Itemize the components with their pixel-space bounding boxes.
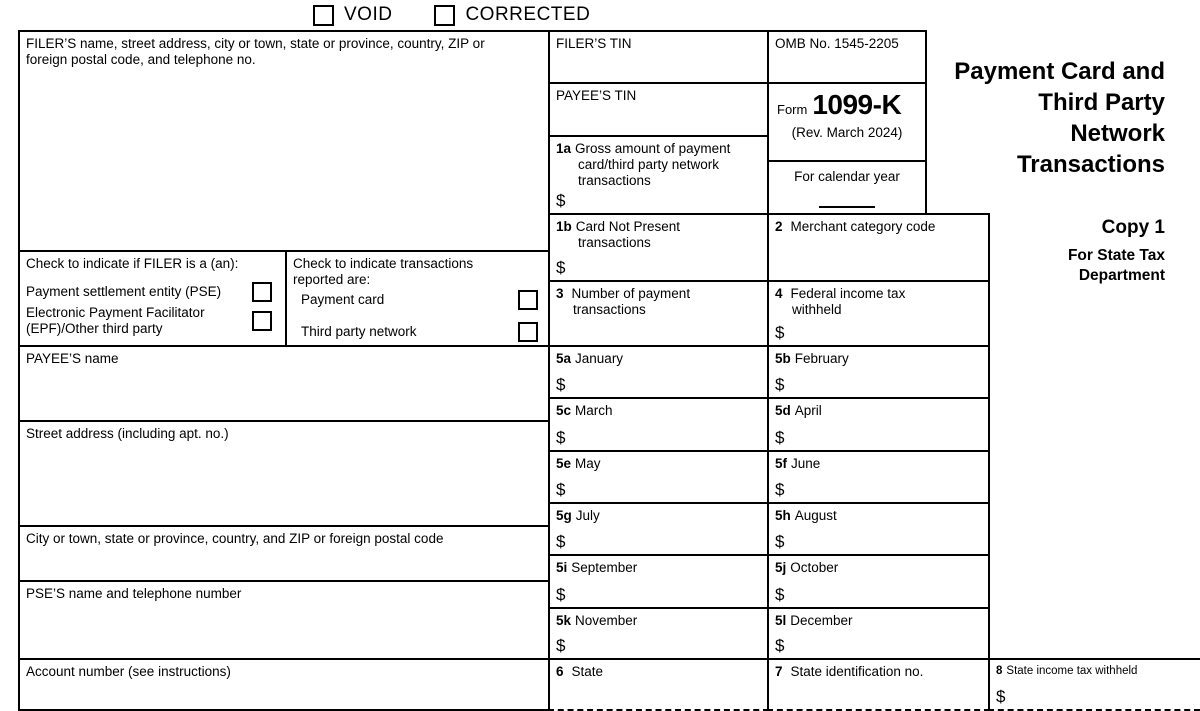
box-5b-february-field[interactable] bbox=[767, 345, 990, 399]
box-8-state-tax-withheld-field[interactable] bbox=[988, 658, 1200, 711]
dollar-sign: $ bbox=[556, 375, 566, 394]
box-label: 5c March bbox=[556, 403, 613, 418]
pse-checkbox[interactable] bbox=[252, 282, 272, 302]
box-7-state-id-field[interactable] bbox=[767, 658, 990, 711]
omb-number-label: OMB No. 1545-2205 bbox=[775, 36, 899, 51]
dollar-sign: $ bbox=[775, 532, 785, 551]
form-number-box bbox=[767, 82, 927, 162]
box-label: 1b Card Not Present transactions bbox=[556, 219, 681, 250]
box-label: 8 State income tax withheld bbox=[996, 665, 1138, 677]
dollar-sign: $ bbox=[775, 636, 785, 655]
box-5f-june-field[interactable] bbox=[767, 450, 990, 504]
dollar-sign: $ bbox=[556, 532, 566, 551]
street-address-label: Street address (including apt. no.) bbox=[26, 426, 229, 441]
street-address-field[interactable] bbox=[18, 420, 550, 527]
form-word: Form bbox=[777, 102, 808, 117]
pse-option-label: Payment settlement entity (PSE) bbox=[26, 283, 222, 299]
copy-designation bbox=[990, 217, 1165, 286]
filer-tin-field[interactable] bbox=[548, 30, 769, 84]
epf-option-label: Electronic Payment Facilitator (EPF)/Other third party bbox=[26, 304, 205, 336]
box-5c-march-field[interactable] bbox=[548, 397, 769, 452]
box-1a-gross-amount-field[interactable] bbox=[548, 135, 769, 215]
box-5i-september-field[interactable] bbox=[548, 554, 769, 609]
filer-tin-label: FILER’S TIN bbox=[556, 36, 632, 51]
copy-for-line: Department bbox=[1078, 267, 1165, 284]
box-5h-august-field[interactable] bbox=[767, 502, 990, 556]
filer-type-heading: Check to indicate if FILER is a (an): bbox=[26, 256, 239, 271]
copy-for-line: For State Tax bbox=[1067, 247, 1165, 264]
box-5l-december-field[interactable] bbox=[767, 607, 990, 660]
box-4-federal-tax-withheld-field[interactable] bbox=[767, 280, 990, 347]
box-1b-card-not-present-field[interactable] bbox=[548, 213, 769, 282]
void-corrected-bar bbox=[313, 4, 590, 26]
box-6-state-field[interactable] bbox=[548, 658, 769, 711]
copy-number: Copy 1 bbox=[1101, 217, 1165, 238]
box-label: 5j October bbox=[775, 560, 839, 575]
box-label: 5k November bbox=[556, 613, 638, 628]
filer-info-field[interactable] bbox=[18, 30, 550, 252]
box-5a-january-field[interactable] bbox=[548, 345, 769, 399]
calendar-year-box bbox=[767, 160, 927, 215]
corrected-checkbox[interactable] bbox=[434, 5, 455, 26]
epf-checkbox[interactable] bbox=[252, 311, 272, 331]
third-party-network-option-label: Third party network bbox=[301, 323, 417, 339]
box-label: 1a Gross amount of payment card/third party network transactions bbox=[556, 141, 731, 188]
filer-info-label: FILER’S name, street address, city or town, state or province, country, ZIP or foreign postal code, and telephone no. bbox=[26, 36, 485, 67]
box-label: 5d April bbox=[775, 403, 822, 418]
box-label: 5l December bbox=[775, 613, 853, 628]
box-label: 4 Federal income tax withheld bbox=[775, 286, 906, 317]
pse-name-phone-label: PSE’S name and telephone number bbox=[26, 586, 242, 601]
box-5e-may-field[interactable] bbox=[548, 450, 769, 504]
box-label: 5f June bbox=[775, 456, 821, 471]
payee-name-label: PAYEE’S name bbox=[26, 351, 119, 366]
box-5d-april-field[interactable] bbox=[767, 397, 990, 452]
payee-name-field[interactable] bbox=[18, 345, 550, 422]
dollar-sign: $ bbox=[556, 480, 566, 499]
dollar-sign: $ bbox=[556, 428, 566, 447]
dollar-sign: $ bbox=[775, 323, 785, 342]
box-5g-july-field[interactable] bbox=[548, 502, 769, 556]
city-state-zip-field[interactable] bbox=[18, 525, 550, 582]
dollar-sign: $ bbox=[996, 687, 1006, 706]
box-label: 5i September bbox=[556, 560, 638, 575]
box-label: 7 State identification no. bbox=[775, 664, 924, 679]
box-label: 2 Merchant category code bbox=[775, 219, 936, 234]
box-5k-november-field[interactable] bbox=[548, 607, 769, 660]
box-5j-october-field[interactable] bbox=[767, 554, 990, 609]
dollar-sign: $ bbox=[775, 375, 785, 394]
box-label: 6 State bbox=[556, 664, 604, 679]
dollar-sign: $ bbox=[775, 428, 785, 447]
box-3-number-of-transactions-field[interactable] bbox=[548, 280, 769, 347]
payee-tin-field[interactable] bbox=[548, 82, 769, 137]
account-number-field[interactable] bbox=[18, 658, 550, 711]
city-state-zip-label: City or town, state or province, country, and ZIP or foreign postal code bbox=[26, 531, 444, 546]
omb-number-box bbox=[767, 30, 927, 84]
calendar-year-field[interactable] bbox=[819, 206, 875, 208]
box-2-merchant-category-field[interactable] bbox=[767, 213, 990, 282]
box-label: 5a January bbox=[556, 351, 624, 366]
box-label: 5b February bbox=[775, 351, 849, 366]
box-label: 5h August bbox=[775, 508, 837, 523]
box-label: 5g July bbox=[556, 508, 600, 523]
pse-name-phone-field[interactable] bbox=[18, 580, 550, 660]
void-label: VOID bbox=[344, 4, 393, 25]
payment-card-checkbox[interactable] bbox=[518, 290, 538, 310]
transaction-type-section bbox=[285, 250, 550, 347]
form-number: 1099-K bbox=[812, 89, 902, 120]
void-checkbox[interactable] bbox=[313, 5, 334, 26]
dollar-sign: $ bbox=[556, 636, 566, 655]
box-label: 5e May bbox=[556, 456, 601, 471]
account-number-label: Account number (see instructions) bbox=[26, 664, 231, 679]
payment-card-option-label: Payment card bbox=[301, 291, 385, 307]
dollar-sign: $ bbox=[556, 191, 566, 210]
corrected-label: CORRECTED bbox=[465, 4, 591, 25]
form-revision: (Rev. March 2024) bbox=[791, 125, 903, 141]
dollar-sign: $ bbox=[775, 585, 785, 604]
dollar-sign: $ bbox=[775, 480, 785, 499]
box-label: 3 Number of payment transactions bbox=[556, 286, 691, 317]
dollar-sign: $ bbox=[556, 585, 566, 604]
transaction-type-heading: Check to indicate transactions reported are: bbox=[293, 256, 474, 287]
payee-tin-label: PAYEE’S TIN bbox=[556, 88, 637, 103]
third-party-network-checkbox[interactable] bbox=[518, 322, 538, 342]
dollar-sign: $ bbox=[556, 258, 566, 277]
filer-type-section bbox=[18, 250, 287, 347]
form-title: Payment Card and Third Party Network Transactions bbox=[954, 58, 1165, 178]
calendar-year-label: For calendar year bbox=[794, 169, 900, 184]
